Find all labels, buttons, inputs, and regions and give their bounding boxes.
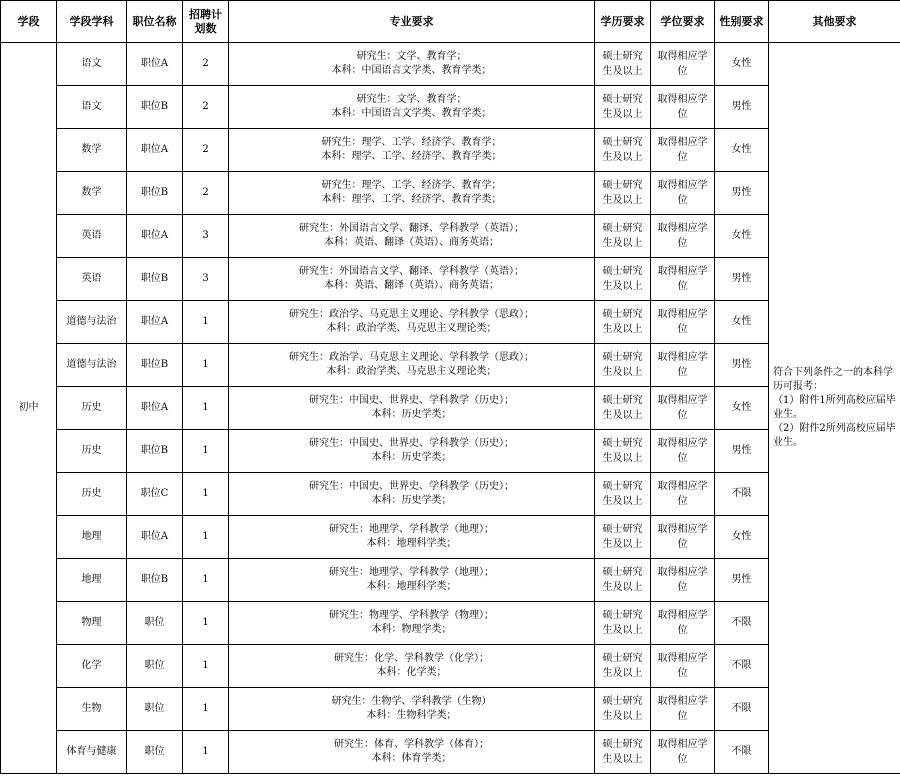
- gender-cell: 不限: [715, 473, 769, 516]
- education-line1: 硕士研究: [602, 739, 643, 750]
- position-cell: 职位B: [127, 258, 183, 301]
- education-line1: 硕士研究: [602, 481, 643, 492]
- degree-line2: 位: [677, 324, 688, 335]
- gender-cell: 女性: [715, 215, 769, 258]
- degree-cell: [651, 344, 715, 387]
- degree-cell: [651, 430, 715, 473]
- education-cell: [595, 516, 651, 559]
- education-line1: 硕士研究: [602, 352, 643, 363]
- degree-cell: [651, 731, 715, 774]
- position-cell: 职位B: [127, 559, 183, 602]
- degree-line1: 取得相应学: [657, 395, 708, 406]
- education-line2: 生及以上: [602, 109, 643, 120]
- header-quota-line2: 划数: [194, 21, 217, 35]
- major-undergraduate: 本科：体育学类；: [371, 753, 452, 764]
- gender-cell: 男性: [715, 258, 769, 301]
- education-line2: 生及以上: [602, 281, 643, 292]
- degree-cell: [651, 516, 715, 559]
- degree-cell: [651, 43, 715, 86]
- gender-cell: 男性: [715, 344, 769, 387]
- degree-line1: 取得相应学: [657, 696, 708, 707]
- subject-cell: 历史: [57, 387, 127, 430]
- major-cell: [229, 387, 595, 430]
- subject-cell: 地理: [57, 516, 127, 559]
- degree-cell: [651, 387, 715, 430]
- position-cell: 职位B: [127, 344, 183, 387]
- table-row: [1, 387, 900, 430]
- degree-line2: 位: [677, 109, 688, 120]
- education-line1: 硕士研究: [602, 180, 643, 191]
- other-requirements-line1: 符合下列条件之一的本科学历可报考：: [773, 367, 893, 392]
- degree-line2: 位: [677, 453, 688, 464]
- major-undergraduate: 本科：政治学类、马克思主义理论类；: [326, 366, 497, 377]
- education-line2: 生及以上: [602, 711, 643, 722]
- major-graduate: 研究生：文学、教育学；: [356, 94, 467, 105]
- education-line2: 生及以上: [602, 324, 643, 335]
- subject-cell: 语文: [57, 86, 127, 129]
- education-line1: 硕士研究: [602, 137, 643, 148]
- education-cell: [595, 731, 651, 774]
- major-undergraduate: 本科：英语、翻译（英语）、商务英语；: [324, 237, 499, 248]
- degree-line2: 位: [677, 238, 688, 249]
- education-line2: 生及以上: [602, 625, 643, 636]
- major-cell: [229, 688, 595, 731]
- education-line2: 生及以上: [602, 66, 643, 77]
- major-graduate: 研究生：中国史、世界史、学科教学（历史）；: [309, 481, 514, 492]
- degree-cell: [651, 215, 715, 258]
- education-line2: 生及以上: [602, 754, 643, 765]
- position-cell: 职位A: [127, 387, 183, 430]
- major-undergraduate: 本科：地理科学类；: [366, 581, 457, 592]
- education-line1: 硕士研究: [602, 94, 643, 105]
- table-row: [1, 602, 900, 645]
- quota-cell: 2: [183, 172, 229, 215]
- quota-cell: 1: [183, 473, 229, 516]
- major-cell: [229, 258, 595, 301]
- education-cell: [595, 387, 651, 430]
- gender-cell: 不限: [715, 688, 769, 731]
- education-cell: [595, 301, 651, 344]
- position-cell: 职位C: [127, 473, 183, 516]
- major-undergraduate: 本科：生物科学类；: [366, 710, 457, 721]
- position-cell: 职位B: [127, 430, 183, 473]
- other-requirements-line3: （2）附件2所列高校应届毕业生。: [773, 423, 896, 448]
- degree-line1: 取得相应学: [657, 352, 708, 363]
- position-cell: 职位A: [127, 215, 183, 258]
- degree-line2: 位: [677, 539, 688, 550]
- education-cell: [595, 688, 651, 731]
- major-graduate: 研究生：文学、教育学；: [356, 51, 467, 62]
- subject-cell: 数学: [57, 172, 127, 215]
- degree-line2: 位: [677, 367, 688, 378]
- major-cell: [229, 430, 595, 473]
- degree-cell: [651, 258, 715, 301]
- education-line1: 硕士研究: [602, 696, 643, 707]
- table-body: [1, 43, 900, 774]
- degree-line1: 取得相应学: [657, 567, 708, 578]
- education-line2: 生及以上: [602, 496, 643, 507]
- quota-cell: 1: [183, 645, 229, 688]
- position-cell: 职位A: [127, 43, 183, 86]
- degree-line2: 位: [677, 754, 688, 765]
- degree-line2: 位: [677, 195, 688, 206]
- subject-cell: 化学: [57, 645, 127, 688]
- degree-line2: 位: [677, 582, 688, 593]
- major-cell: [229, 215, 595, 258]
- table-row: [1, 43, 900, 86]
- position-cell: 职位: [127, 731, 183, 774]
- quota-cell: 1: [183, 602, 229, 645]
- major-graduate: 研究生：外国语言文学、翻译、学科教学（英语）；: [299, 223, 524, 234]
- major-cell: [229, 129, 595, 172]
- major-cell: [229, 344, 595, 387]
- education-line2: 生及以上: [602, 668, 643, 679]
- table-row: [1, 301, 900, 344]
- quota-cell: 1: [183, 559, 229, 602]
- education-line2: 生及以上: [602, 195, 643, 206]
- quota-cell: 3: [183, 258, 229, 301]
- degree-line1: 取得相应学: [657, 137, 708, 148]
- header-quota: [183, 1, 229, 43]
- major-undergraduate: 本科：理学、工学、经济学、教育学类；: [321, 194, 502, 205]
- education-cell: [595, 430, 651, 473]
- subject-cell: 生物: [57, 688, 127, 731]
- major-graduate: 研究生：化学、学科教学（化学）；: [334, 653, 489, 664]
- gender-cell: 男性: [715, 559, 769, 602]
- major-undergraduate: 本科：地理科学类；: [366, 538, 457, 549]
- major-undergraduate: 本科：化学类；: [376, 667, 447, 678]
- major-cell: [229, 172, 595, 215]
- gender-cell: 女性: [715, 129, 769, 172]
- header-major: 专业要求: [229, 1, 595, 43]
- education-line1: 硕士研究: [602, 51, 643, 62]
- major-undergraduate: 本科：英语、翻译（英语）、商务英语；: [324, 280, 499, 291]
- major-graduate: 研究生：外国语言文学、翻译、学科教学（英语）；: [299, 266, 524, 277]
- header-position: 职位名称: [127, 1, 183, 43]
- major-graduate: 研究生：理学、工学、经济学、教育学；: [321, 137, 502, 148]
- major-undergraduate: 本科：物理学类；: [371, 624, 452, 635]
- education-line2: 生及以上: [602, 582, 643, 593]
- degree-cell: [651, 86, 715, 129]
- education-cell: [595, 602, 651, 645]
- major-undergraduate: 本科：政治学类、马克思主义理论类；: [326, 323, 497, 334]
- quota-cell: 1: [183, 301, 229, 344]
- degree-line1: 取得相应学: [657, 51, 708, 62]
- degree-cell: [651, 559, 715, 602]
- degree-line1: 取得相应学: [657, 309, 708, 320]
- position-cell: 职位B: [127, 172, 183, 215]
- degree-cell: [651, 645, 715, 688]
- education-cell: [595, 258, 651, 301]
- gender-cell: 男性: [715, 86, 769, 129]
- table-row: [1, 215, 900, 258]
- education-line1: 硕士研究: [602, 524, 643, 535]
- major-graduate: 研究生：中国史、世界史、学科教学（历史）；: [309, 395, 514, 406]
- major-graduate: 研究生：体育、学科教学（体育）；: [334, 739, 489, 750]
- education-line1: 硕士研究: [602, 653, 643, 664]
- table-row: [1, 430, 900, 473]
- degree-line1: 取得相应学: [657, 266, 708, 277]
- position-cell: 职位A: [127, 301, 183, 344]
- education-cell: [595, 215, 651, 258]
- gender-cell: 女性: [715, 387, 769, 430]
- table-row: [1, 172, 900, 215]
- table-row: [1, 344, 900, 387]
- position-cell: 职位B: [127, 86, 183, 129]
- subject-cell: 物理: [57, 602, 127, 645]
- education-line1: 硕士研究: [602, 438, 643, 449]
- education-line1: 硕士研究: [602, 610, 643, 621]
- degree-line1: 取得相应学: [657, 610, 708, 621]
- position-cell: 职位: [127, 688, 183, 731]
- other-requirements-cell: [769, 43, 900, 774]
- quota-cell: 2: [183, 129, 229, 172]
- quota-cell: 1: [183, 688, 229, 731]
- subject-cell: 道德与法治: [57, 344, 127, 387]
- degree-line2: 位: [677, 668, 688, 679]
- header-degree: 学位要求: [651, 1, 715, 43]
- header-education: 学历要求: [595, 1, 651, 43]
- gender-cell: 男性: [715, 430, 769, 473]
- table-row: [1, 129, 900, 172]
- degree-cell: [651, 688, 715, 731]
- major-cell: [229, 602, 595, 645]
- education-cell: [595, 645, 651, 688]
- gender-cell: 女性: [715, 43, 769, 86]
- degree-cell: [651, 172, 715, 215]
- position-cell: 职位: [127, 645, 183, 688]
- education-line1: 硕士研究: [602, 309, 643, 320]
- major-undergraduate: 本科：历史学类；: [371, 495, 452, 506]
- subject-cell: 体育与健康: [57, 731, 127, 774]
- header-quota-line1: 招聘计: [189, 7, 222, 21]
- stage-cell: 初中: [1, 43, 57, 774]
- major-cell: [229, 731, 595, 774]
- quota-cell: 2: [183, 43, 229, 86]
- subject-cell: 语文: [57, 43, 127, 86]
- major-undergraduate: 本科：理学、工学、经济学、教育学类；: [321, 151, 502, 162]
- quota-cell: 3: [183, 215, 229, 258]
- education-cell: [595, 172, 651, 215]
- major-graduate: 研究生：政治学、马克思主义理论、学科教学（思政）；: [289, 309, 534, 320]
- education-line1: 硕士研究: [602, 266, 643, 277]
- major-graduate: 研究生：地理学、学科教学（地理）；: [329, 524, 494, 535]
- degree-line2: 位: [677, 410, 688, 421]
- major-cell: [229, 43, 595, 86]
- subject-cell: 道德与法治: [57, 301, 127, 344]
- education-cell: [595, 86, 651, 129]
- degree-cell: [651, 129, 715, 172]
- education-line2: 生及以上: [602, 453, 643, 464]
- major-graduate: 研究生：中国史、世界史、学科教学（历史）；: [309, 438, 514, 449]
- education-line1: 硕士研究: [602, 395, 643, 406]
- gender-cell: 不限: [715, 731, 769, 774]
- education-line2: 生及以上: [602, 238, 643, 249]
- subject-cell: 数学: [57, 129, 127, 172]
- education-line2: 生及以上: [602, 152, 643, 163]
- gender-cell: 女性: [715, 516, 769, 559]
- other-requirements-line2: （1）附件1所列高校应届毕业生。: [773, 395, 896, 420]
- position-cell: 职位: [127, 602, 183, 645]
- quota-cell: 1: [183, 344, 229, 387]
- degree-line1: 取得相应学: [657, 481, 708, 492]
- education-cell: [595, 129, 651, 172]
- degree-cell: [651, 473, 715, 516]
- table-header: [1, 1, 900, 43]
- education-line2: 生及以上: [602, 410, 643, 421]
- quota-cell: 2: [183, 86, 229, 129]
- major-undergraduate: 本科：中国语言文学类、教育学类；: [331, 65, 492, 76]
- gender-cell: 男性: [715, 172, 769, 215]
- header-subject: 学段学科: [57, 1, 127, 43]
- subject-cell: 历史: [57, 430, 127, 473]
- quota-cell: 1: [183, 516, 229, 559]
- degree-line2: 位: [677, 496, 688, 507]
- degree-line1: 取得相应学: [657, 94, 708, 105]
- education-cell: [595, 344, 651, 387]
- table-row: [1, 516, 900, 559]
- major-cell: [229, 86, 595, 129]
- gender-cell: 不限: [715, 645, 769, 688]
- quota-cell: 1: [183, 731, 229, 774]
- degree-line2: 位: [677, 66, 688, 77]
- education-line1: 硕士研究: [602, 567, 643, 578]
- major-cell: [229, 301, 595, 344]
- table-row: [1, 731, 900, 774]
- degree-line2: 位: [677, 711, 688, 722]
- header-gender: 性别要求: [715, 1, 769, 43]
- major-undergraduate: 本科：中国语言文学类、教育学类；: [331, 108, 492, 119]
- education-line1: 硕士研究: [602, 223, 643, 234]
- major-graduate: 研究生：政治学、马克思主义理论、学科教学（思政）；: [289, 352, 534, 363]
- gender-cell: 女性: [715, 301, 769, 344]
- education-cell: [595, 43, 651, 86]
- major-undergraduate: 本科：历史学类；: [371, 409, 452, 420]
- major-cell: [229, 559, 595, 602]
- education-line2: 生及以上: [602, 367, 643, 378]
- degree-line1: 取得相应学: [657, 524, 708, 535]
- position-cell: 职位A: [127, 129, 183, 172]
- degree-line1: 取得相应学: [657, 438, 708, 449]
- education-line2: 生及以上: [602, 539, 643, 550]
- quota-cell: 1: [183, 387, 229, 430]
- table-row: [1, 645, 900, 688]
- position-cell: 职位A: [127, 516, 183, 559]
- major-graduate: 研究生：理学、工学、经济学、教育学；: [321, 180, 502, 191]
- degree-cell: [651, 301, 715, 344]
- table-row: [1, 86, 900, 129]
- degree-line1: 取得相应学: [657, 223, 708, 234]
- degree-line1: 取得相应学: [657, 653, 708, 664]
- major-cell: [229, 473, 595, 516]
- table-row: [1, 258, 900, 301]
- major-cell: [229, 516, 595, 559]
- subject-cell: 历史: [57, 473, 127, 516]
- degree-line2: 位: [677, 281, 688, 292]
- gender-cell: 不限: [715, 602, 769, 645]
- major-cell: [229, 645, 595, 688]
- subject-cell: 地理: [57, 559, 127, 602]
- quota-cell: 1: [183, 430, 229, 473]
- degree-line2: 位: [677, 625, 688, 636]
- header-other: 其他要求: [769, 1, 900, 43]
- major-graduate: 研究生：物理学、学科教学（物理）；: [329, 610, 494, 621]
- major-graduate: 研究生：生物学、学科教学（生物）: [331, 696, 492, 707]
- education-cell: [595, 559, 651, 602]
- education-cell: [595, 473, 651, 516]
- major-undergraduate: 本科：历史学类；: [371, 452, 452, 463]
- major-graduate: 研究生：地理学、学科教学（地理）；: [329, 567, 494, 578]
- table-row: [1, 559, 900, 602]
- subject-cell: 英语: [57, 258, 127, 301]
- subject-cell: 英语: [57, 215, 127, 258]
- table-row: [1, 688, 900, 731]
- degree-line1: 取得相应学: [657, 180, 708, 191]
- header-stage: 学段: [1, 1, 57, 43]
- table-row: [1, 473, 900, 516]
- degree-line2: 位: [677, 152, 688, 163]
- degree-cell: [651, 602, 715, 645]
- degree-line1: 取得相应学: [657, 739, 708, 750]
